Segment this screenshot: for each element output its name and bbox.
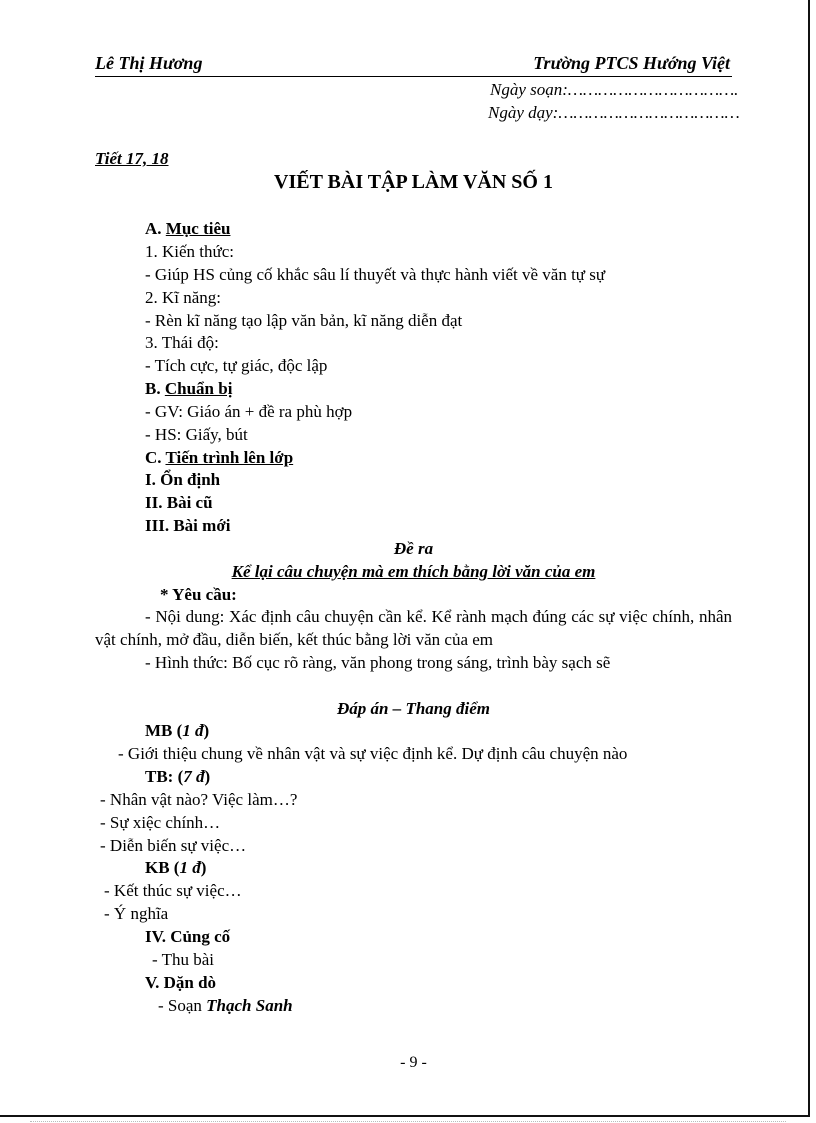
homework-heading: V. Dặn dò bbox=[145, 973, 217, 992]
kb-close: ) bbox=[200, 858, 207, 877]
date-prepared: Ngày soạn:……………………………. bbox=[490, 80, 739, 99]
section-c-title: Tiến trình lên lớp bbox=[165, 448, 294, 467]
form-requirement: - Hình thức: Bố cục rõ ràng, văn phong trong sáng, trình bày sạch sẽ bbox=[145, 653, 611, 672]
kb-score: 1 đ bbox=[179, 858, 201, 877]
teacher-prep: - GV: Giáo án + đề ra phù hợp bbox=[145, 402, 353, 421]
page-bottom-edge bbox=[30, 1121, 786, 1122]
knowledge-text: - Giúp HS củng cố khắc sâu lí thuyết và thực hành viết về văn tự sự bbox=[145, 265, 606, 284]
kb-heading bbox=[145, 858, 206, 878]
mb-label: MB ( bbox=[145, 721, 183, 740]
date-taught: Ngày dạy:……………………………… bbox=[488, 103, 740, 122]
consolidation-heading: IV. Củng cố bbox=[145, 927, 231, 946]
homework-text bbox=[158, 996, 293, 1016]
homework-story-title: Thạch Sanh bbox=[206, 996, 293, 1015]
step-stabilize: I. Ổn định bbox=[145, 470, 221, 489]
section-b-title: Chuẩn bị bbox=[164, 379, 233, 398]
answer-key-heading: Đáp án – Thang điểm bbox=[336, 699, 491, 718]
section-a-prefix: A. bbox=[145, 219, 166, 238]
skills-label: 2. Kĩ năng: bbox=[145, 288, 222, 307]
mb-heading bbox=[145, 721, 209, 741]
knowledge-label: 1. Kiến thức: bbox=[145, 242, 235, 261]
step-old-lesson: II. Bài cũ bbox=[145, 493, 213, 512]
tb-heading bbox=[145, 767, 210, 787]
step-new-lesson: III. Bài mới bbox=[145, 516, 231, 535]
homework-prefix: - Soạn bbox=[158, 996, 207, 1015]
lesson-title: VIẾT BÀI TẬP LÀM VĂN SỐ 1 bbox=[274, 171, 553, 193]
section-c-prefix: C. bbox=[145, 448, 166, 467]
tb-item-3: - Diễn biến sự việc… bbox=[100, 836, 247, 855]
consolidation-text: - Thu bài bbox=[152, 950, 215, 969]
tb-close: ) bbox=[204, 767, 211, 786]
kb-label: KB ( bbox=[145, 858, 180, 877]
attitude-label: 3. Thái độ: bbox=[145, 333, 219, 352]
section-c-heading bbox=[145, 448, 293, 468]
section-a-title: Mục tiêu bbox=[165, 219, 231, 238]
tb-label: TB: ( bbox=[145, 767, 184, 786]
author-name: Lê Thị Hương bbox=[95, 53, 203, 73]
tb-score: 7 đ bbox=[183, 767, 205, 786]
student-prep: - HS: Giấy, bút bbox=[145, 425, 248, 444]
tb-item-2: - Sự xiệc chính… bbox=[100, 813, 221, 832]
school-name: Trường PTCS Hướng Việt bbox=[533, 53, 730, 73]
mb-close: ) bbox=[203, 721, 210, 740]
page-header bbox=[95, 52, 732, 77]
assignment-prompt: Kể lại câu chuyện mà em thích bằng lời văn của em bbox=[231, 562, 596, 581]
content-requirement: - Nội dung: Xác định câu chuyện cần kể. Kể rành mạch đúng các sự việc chính, nhân vật chính, mở đầu, diễn biến, kết thúc bằng lời văn của em bbox=[95, 607, 732, 649]
section-b-heading bbox=[145, 379, 232, 399]
lesson-period: Tiết 17, 18 bbox=[95, 149, 169, 168]
assignment-heading: Đề ra bbox=[393, 539, 434, 558]
tb-item-1: - Nhân vật nào? Việc làm…? bbox=[100, 790, 298, 809]
mb-score: 1 đ bbox=[182, 721, 204, 740]
skills-text: - Rèn kĩ năng tạo lập văn bản, kĩ năng diễn đạt bbox=[145, 311, 463, 330]
requirements-label: * Yêu cầu: bbox=[160, 585, 237, 604]
attitude-text: - Tích cực, tự giác, độc lập bbox=[145, 356, 328, 375]
kb-item-1: - Kết thúc sự việc… bbox=[104, 881, 242, 900]
kb-item-2: - Ý nghĩa bbox=[104, 904, 169, 923]
page-number: - 9 - bbox=[400, 1054, 427, 1071]
section-a-heading bbox=[145, 219, 230, 239]
section-b-prefix: B. bbox=[145, 379, 165, 398]
mb-text: - Giới thiệu chung về nhân vật và sự việc định kể. Dự định câu chuyện nào bbox=[118, 744, 628, 763]
